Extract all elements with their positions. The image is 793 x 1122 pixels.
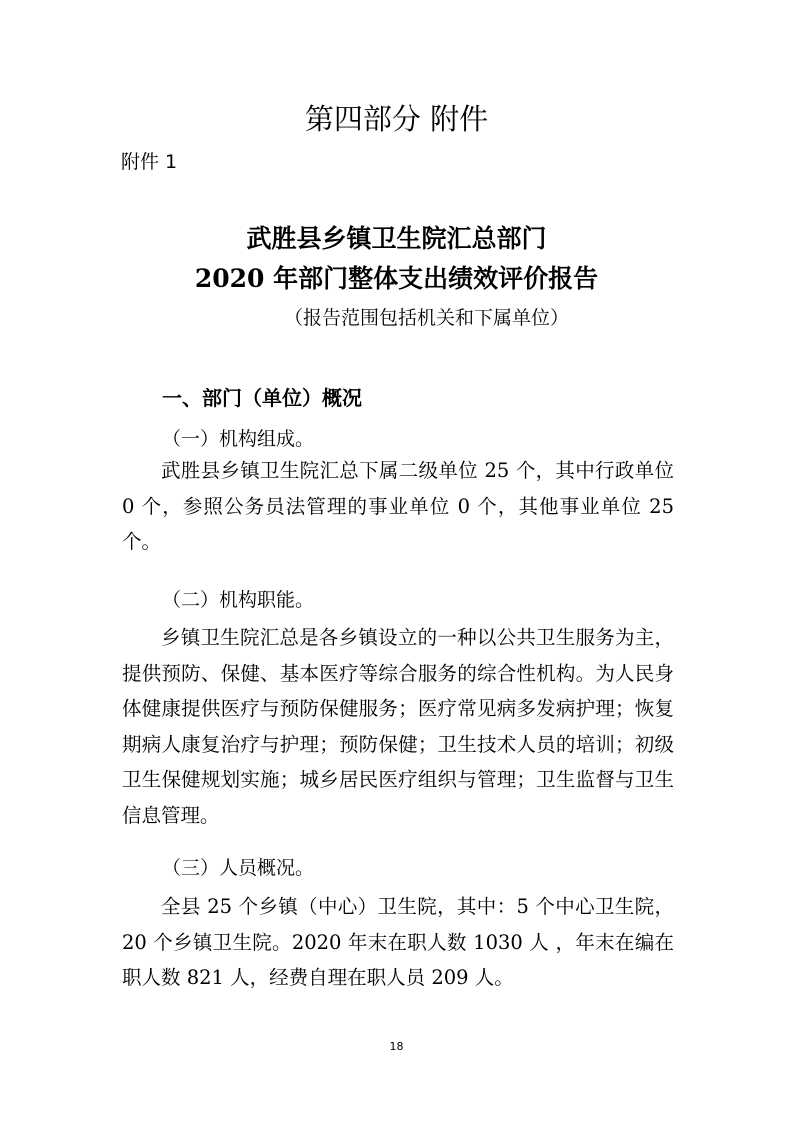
attachment-label: 附件 1 (121, 151, 178, 173)
section-heading-overview: 一、部门（单位）概况 (162, 386, 362, 410)
page-number: 18 (389, 1040, 404, 1053)
paragraph-personnel: 全县 25 个乡镇（中心）卫生院，其中：5 个中心卫生院，20 个乡镇卫生院。2020 年末在职人数 1030 人 ，年末在编在职人数 821 人，经费自理在职人员 209 人。 (122, 895, 674, 990)
subheading-functions: （二）机构职能。 (162, 589, 315, 611)
report-scope-note: （报告范围包括机关和下属单位） (283, 307, 569, 329)
subheading-personnel: （三）人员概况。 (162, 857, 315, 879)
paragraph-organization: 武胜县乡镇卫生院汇总下属二级单位 25 个，其中行政单位 0 个，参照公务员法管理的事业单位 0 个，其他事业单位 25 个。 (122, 459, 674, 554)
paragraph-functions: 乡镇卫生院汇总是各乡镇设立的一种以公共卫生服务为主，提供预防、保健、基本医疗等综合服务的综合性机构。为人民身体健康提供医疗与预防保健服务；医疗常见病多发病护理；恢复期病人康复治疗与护理；预防保健；卫生技术人员的培训；初级卫生保健规划实施；城乡居民医疗组织与管理；卫生监督与卫生信息管理。 (122, 626, 674, 827)
subheading-organization: （一）机构组成。 (162, 428, 315, 450)
part-title: 第四部分 附件 (304, 102, 489, 136)
report-title-line1: 武胜县乡镇卫生院汇总部门 (246, 224, 547, 253)
report-title-line2: 2020 年部门整体支出绩效评价报告 (194, 264, 599, 293)
